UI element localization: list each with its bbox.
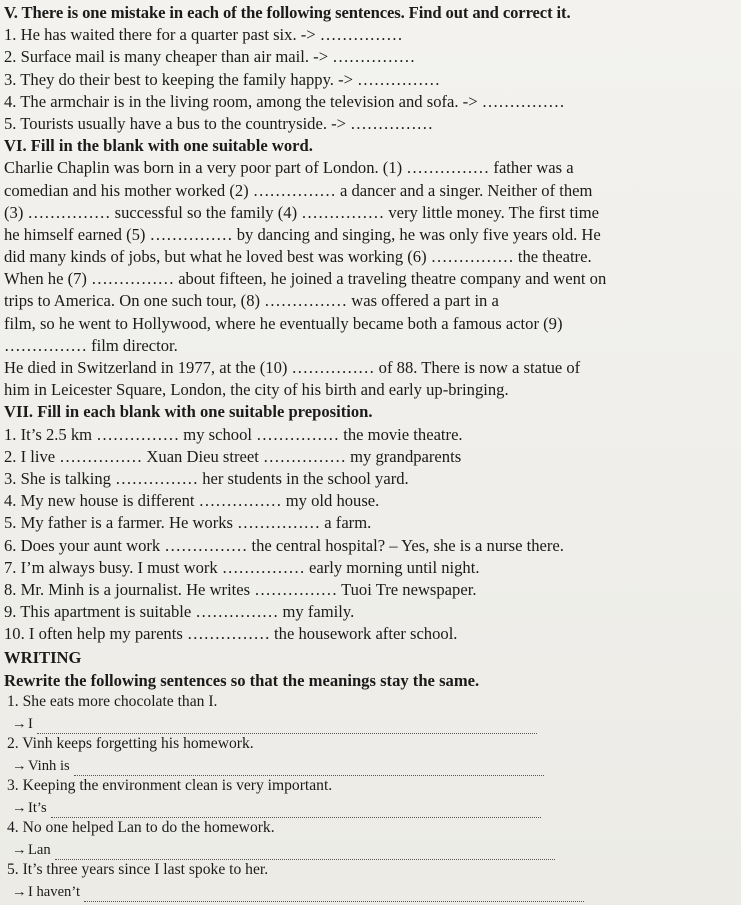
section-vii-item: 1. It’s 2.5 km …………… my school …………… the movie theatre. — [4, 424, 463, 444]
writing-prompt: Lan — [28, 841, 51, 858]
answer-dotted-rule[interactable] — [55, 845, 555, 860]
arrow-icon: → — [12, 799, 27, 816]
answer-dotted-rule[interactable] — [37, 719, 537, 734]
answer-dotted-rule[interactable] — [74, 761, 544, 776]
section-v-item: 4. The armchair is in the living room, among the television and sofa. -> …………… — [4, 91, 565, 111]
writing-prompt: Vinh is — [28, 757, 70, 774]
writing-question: 2. Vinh keeps forgetting his homework. — [7, 734, 254, 752]
writing-answer-line[interactable] — [4, 796, 733, 818]
section-v-item: 5. Tourists usually have a bus to the countryside. -> …………… — [4, 113, 434, 133]
answer-dotted-rule[interactable] — [51, 803, 541, 818]
writing-item — [4, 818, 733, 860]
passage-line: He died in Switzerland in 1977, at the (10) …………… of 88. There is now a statue of — [4, 358, 581, 377]
passage-line: Charlie Chaplin was born in a very poor part of London. (1) …………… father was a — [4, 158, 574, 178]
section-vi — [4, 135, 733, 401]
writing-question: 3. Keeping the environment clean is very important. — [7, 776, 333, 794]
writing-instruction: Rewrite the following sentences so that the meanings stay the same. — [4, 670, 480, 690]
writing-question: 4. No one helped Lan to do the homework. — [7, 818, 275, 836]
passage-line: film, so he went to Hollywood, where he eventually became both a famous actor (9) — [4, 313, 563, 333]
writing-item — [4, 860, 733, 902]
writing-answer-line[interactable] — [4, 754, 733, 776]
section-v-item: 2. Surface mail is many cheaper than air mail. -> …………… — [4, 47, 416, 67]
writing-item — [4, 734, 733, 776]
passage-line: him in Leicester Square, London, the city of his birth and early up-bringing. — [4, 380, 509, 400]
section-vii-item: 6. Does your aunt work …………… the central hospital? – Yes, she is a nurse there. — [4, 535, 564, 555]
passage-line: he himself earned (5) …………… by dancing and singing, he was only five years old. He — [4, 224, 601, 244]
section-vii-item: 5. My father is a farmer. He works …………… a farm. — [4, 513, 372, 533]
arrow-icon: → — [12, 883, 27, 900]
passage-line: When he (7) …………… about fifteen, he joined a traveling theatre company and went on — [4, 269, 607, 289]
writing-section — [4, 647, 733, 901]
passage-line: trips to America. On one such tour, (8) …………… was offered a part in a — [4, 291, 499, 311]
section-v-heading: V. There is one mistake in each of the following sentences. Find out and correct it. — [4, 3, 571, 22]
writing-prompt: I haven’t — [28, 883, 81, 900]
writing-heading: WRITING — [4, 648, 82, 668]
writing-question: 5. It’s three years since I last spoke to her. — [7, 860, 269, 878]
section-vii-item: 8. Mr. Minh is a journalist. He writes …………… Tuoi Tre newspaper. — [4, 579, 477, 599]
section-vii-item: 3. She is talking …………… her students in the school yard. — [4, 468, 409, 488]
section-vii — [4, 401, 733, 645]
section-vi-heading: VI. Fill in the blank with one suitable word. — [4, 136, 313, 156]
writing-answer-line[interactable] — [4, 838, 733, 860]
section-vii-heading: VII. Fill in each blank with one suitable preposition. — [4, 402, 373, 422]
writing-answer-line[interactable] — [4, 712, 733, 734]
passage-line: comedian and his mother worked (2) …………… a dancer and a singer. Neither of them — [4, 180, 593, 200]
section-v-item: 1. He has waited there for a quarter past six. -> …………… — [4, 25, 403, 45]
passage-line: …………… film director. — [4, 335, 178, 355]
section-vii-item: 10. I often help my parents …………… the housework after school. — [4, 624, 458, 644]
section-vii-item: 9. This apartment is suitable …………… my family. — [4, 602, 355, 622]
section-vii-item: 7. I’m always busy. I must work …………… early morning until night. — [4, 557, 480, 577]
section-v-item: 3. They do their best to keeping the family happy. -> …………… — [4, 69, 441, 89]
writing-item — [4, 692, 733, 734]
passage-line: did many kinds of jobs, but what he loved best was working (6) …………… the theatre. — [4, 247, 592, 267]
writing-item — [4, 776, 733, 818]
passage-line: (3) …………… successful so the family (4) …………… very little money. The first time — [4, 202, 599, 222]
section-vii-item: 4. My new house is different …………… my old house. — [4, 491, 380, 511]
writing-answer-line[interactable] — [4, 880, 733, 902]
answer-dotted-rule[interactable] — [84, 887, 584, 902]
section-v — [4, 2, 733, 135]
writing-question: 1. She eats more chocolate than I. — [7, 692, 218, 710]
arrow-icon: → — [12, 757, 27, 774]
section-vii-item: 2. I live …………… Xuan Dieu street …………… my grandparents — [4, 446, 462, 466]
arrow-icon: → — [12, 841, 27, 858]
writing-prompt: I — [28, 715, 33, 732]
arrow-icon: → — [12, 715, 27, 732]
writing-prompt: It’s — [28, 799, 47, 816]
